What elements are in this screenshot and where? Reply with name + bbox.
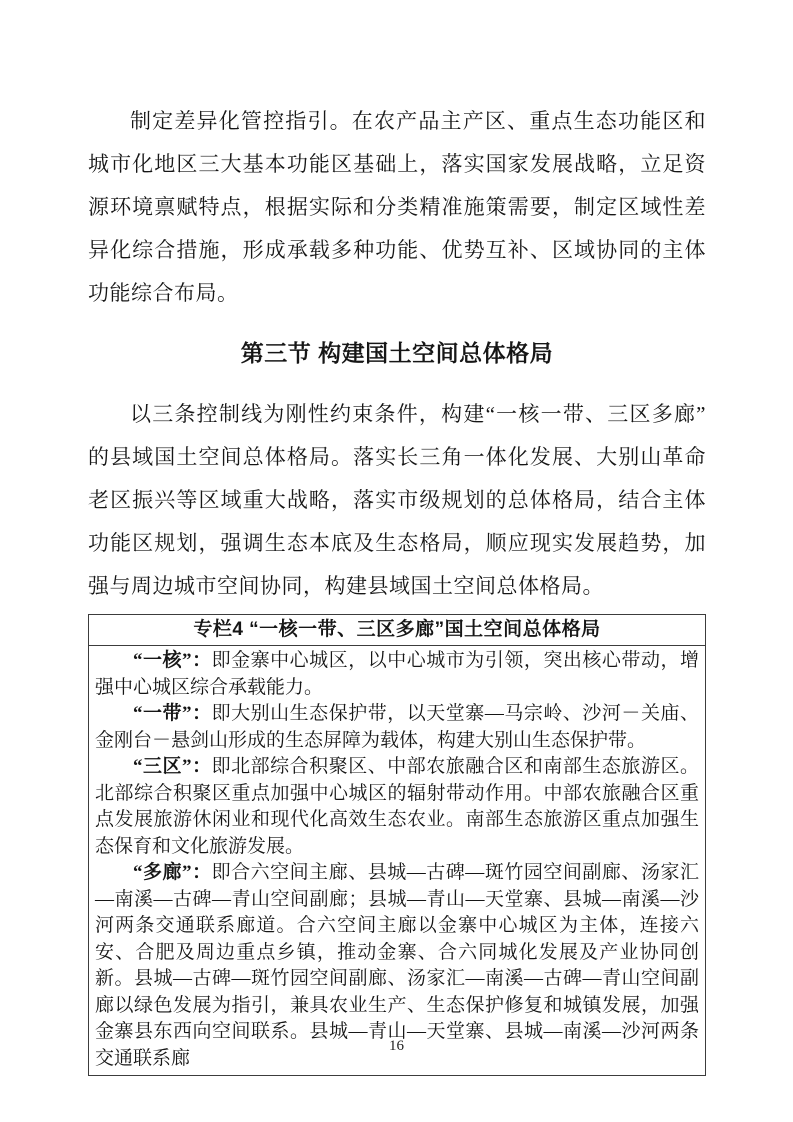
section-heading: 第三节 构建国土空间总体格局: [240, 340, 554, 366]
callout-box-body: [89, 646, 705, 1075]
callout-text-one-core: 即金寨中心城区，以中心城市为引领，突出核心带动，增强中心城区综合承载能力。: [95, 650, 699, 698]
page-number: 16: [389, 1038, 404, 1054]
callout-term-one-core: “一核”：: [133, 650, 212, 671]
callout-term-one-belt: “一带”：: [133, 703, 212, 724]
callout-box-title: 专栏4 “一核一带、三区多廊”国土空间总体格局: [89, 615, 705, 646]
callout-item-one-core: [95, 648, 699, 701]
paragraph-differentiated-control: 制定差异化管控指引。在农产品主产区、重点生态功能区和城市化地区三大基本功能区基础上，落实国家发展战略，立足资源环境禀赋特点，根据实际和分类精准施策需要，制定区域性差异化综合措施，形成承载多种功能、优势互补、区域协同的主体功能综合布局。: [88, 109, 706, 305]
callout-text-three-zones: 即北部综合积聚区、中部农旅融合区和南部生态旅游区。北部综合积聚区重点加强中心城区的辐射带动作用。中部农旅融合区重点发展旅游休闲业和现代化高效生态农业。南部生态旅游区重点加强生态保育和文化旅游发展。: [95, 756, 699, 857]
callout-term-three-zones: “三区”：: [133, 756, 212, 777]
callout-text-multi-corridors: 即合六空间主廊、县城—古碑—斑竹园空间副廊、汤家汇—南溪—古碑—青山空间副廊；县城—青山—天堂寨、县城—南溪—沙河两条交通联系廊道。合六空间主廊以金寨中心城区为主体，连接六安、合肥及周边重点乡镇，推动金寨、合六同城化发展及产业协同创新。县城—古碑—斑竹园空间副廊、汤家汇—南溪—古碑—青山空间副廊以绿色发展为指引，兼具农业生产、生态保护修复和城镇发展，加强金寨县东西向空间联系。县城—青山—天堂寨、县城—南溪—沙河两条交通联系廊: [95, 862, 699, 1069]
page-content: [88, 100, 706, 1076]
callout-item-three-zones: [95, 754, 699, 860]
callout-item-one-belt: [95, 701, 699, 754]
callout-text-one-belt: 即大别山生态保护带，以天堂寨—马宗岭、沙河－关庙、金刚台－悬剑山形成的生态屏障为载体，构建大别山生态保护带。: [95, 703, 699, 751]
paragraph-spatial-pattern: 以三条控制线为刚性约束条件，构建“一核一带、三区多廊”的县域国土空间总体格局。落实长三角一体化发展、大别山革命老区振兴等区域重大战略，落实市级规划的总体格局，结合主体功能区规划，强调生态本底及生态格局，顺应现实发展趋势，加强与周边城市空间协同，构建县域国土空间总体格局。: [88, 402, 706, 598]
callout-box-zhuanlan-4: [88, 614, 706, 1076]
callout-term-multi-corridors: “多廊”：: [133, 862, 212, 883]
